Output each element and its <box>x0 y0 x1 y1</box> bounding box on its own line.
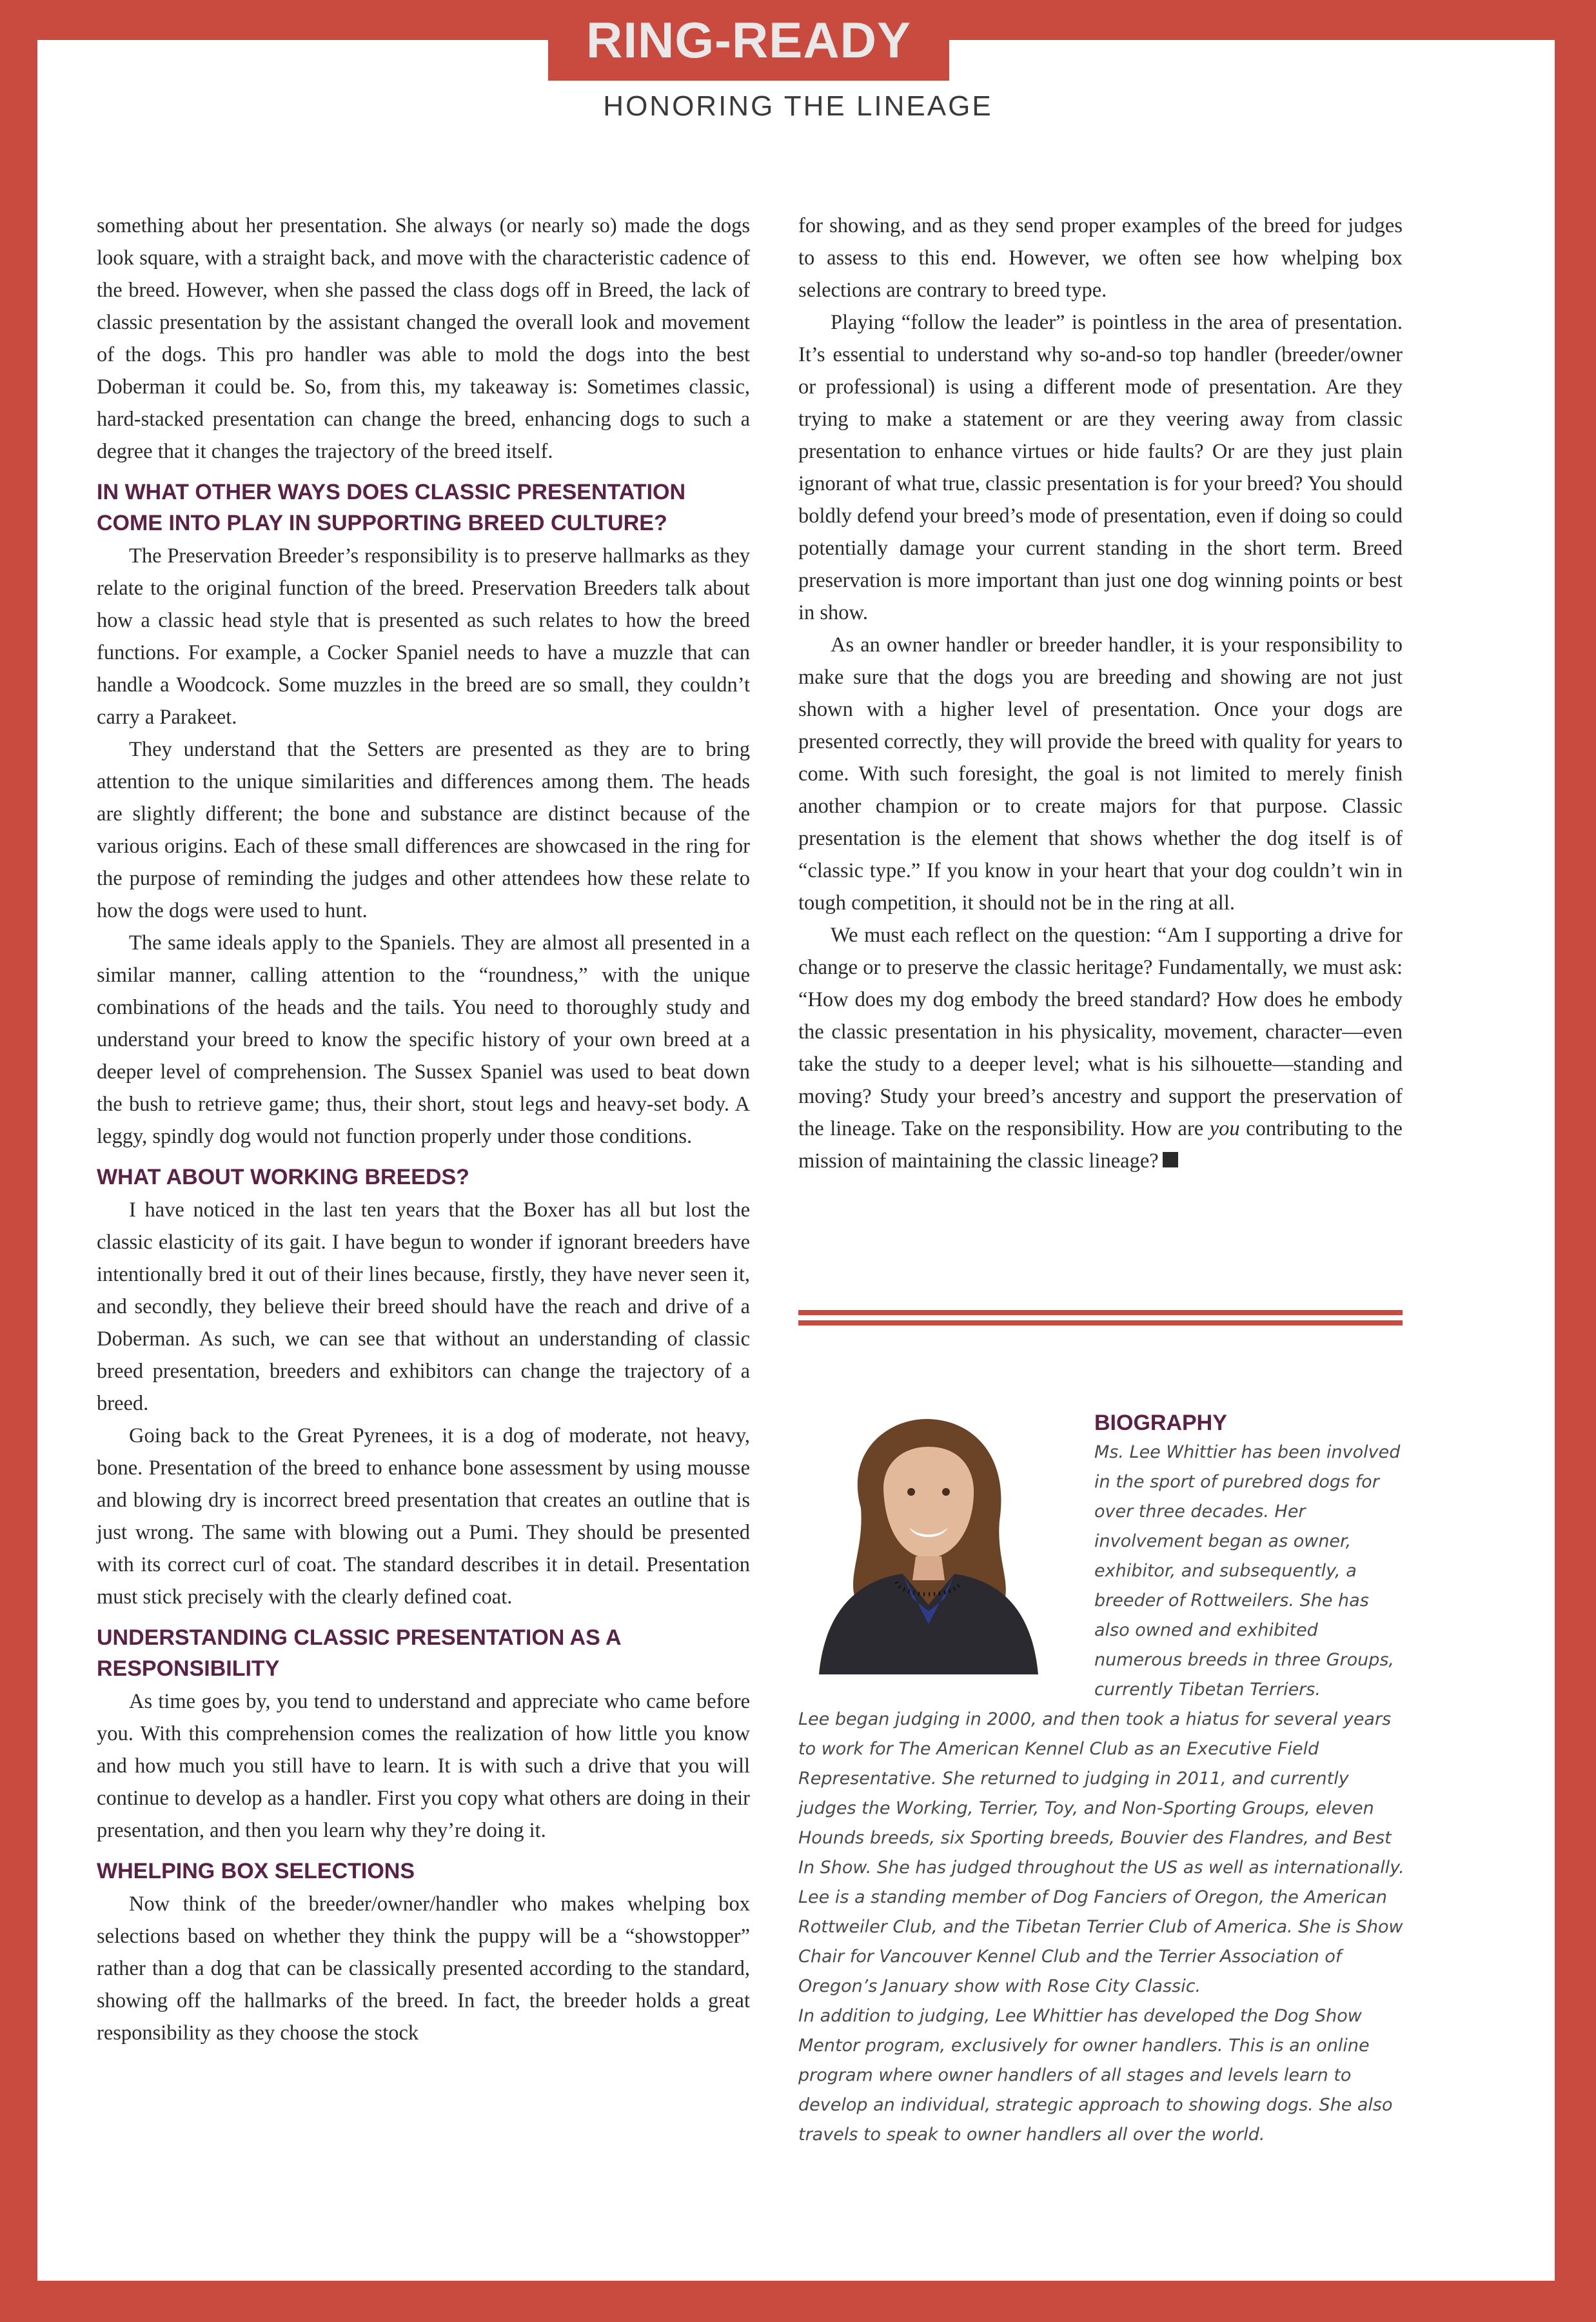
section-heading: IN WHAT OTHER WAYS DOES CLASSIC PRESENTATION COME INTO PLAY IN SUPPORTING BREED CULTURE? <box>97 480 686 535</box>
section-title: RING-READY <box>586 12 911 68</box>
divider-rule <box>798 1320 1403 1325</box>
biography-paragraph: In addition to judging, Lee Whittier has developed the Dog Show Mentor program, exclusively for owner handlers. This is an online program where owner handlers of all stages and levels learn to develop an individual, strategic approach to showing dogs. She also travels to speak to owner handlers all over the world. <box>798 2006 1393 2145</box>
divider-rule <box>798 1310 1403 1315</box>
right-column <box>798 210 1403 1177</box>
paragraph: Playing “follow the leader” is pointless in the area of presentation. It’s essential to understand why so-and-so top handler (breeder/owner or professional) is using a different mode of presentation. Are they trying to make a statement or are they veering away from classic presentation to enhance virtues or hide faults? Or are they just plain ignorant of what true, classic presentation is for your breed? You should boldly defend your breed’s mode of presentation, even if doing so could potentially damage your current standing in the short term. Breed preservation is more important than just one dog winning points or best in show. <box>798 311 1403 624</box>
paragraph: The same ideals apply to the Spaniels. They are almost all presented in a similar manner, calling attention to the “roundness,” with the unique combinations of the heads and the tails. You need to thoroughly study and understand your breed to know the specific history of your own breed at a deeper level of comprehension. The Sussex Spaniel was used to beat down the bush to retrieve game; thus, their short, stout legs and heavy-set body. A leggy, spindly dog would not function properly under those conditions. <box>97 931 750 1148</box>
biography-paragraph: Lee is a standing member of Dog Fanciers of Oregon, the American Rottweiler Club, and the Tibetan Terrier Club of America. She is Show Chair for Vancouver Kennel Club and the Terrier Association of Oregon’s January show with Rose City Classic. <box>798 1887 1403 1996</box>
biography-paragraph: Lee began judging in 2000, and then took a hiatus for several years to work for The American Kennel Club as an Executive Field Representative. She returned to judging in 2011, and currently judges the Working, Terrier, Toy, and Non-Sporting Groups, eleven Hounds breeds, six Sporting breeds, Bouvier des Flandres, and Best In Show. She has judged throughout the US as well as internationally. <box>798 1709 1404 1878</box>
biography-body <box>798 1705 1404 2150</box>
paragraph: for showing, and as they send proper examples of the breed for judges to assess to this end. However, we often see how whelping box selections are contrary to breed type. <box>798 214 1403 302</box>
biography-intro <box>1094 1438 1404 1705</box>
section-heading: WHAT ABOUT WORKING BREEDS? <box>97 1165 469 1189</box>
section-heading: UNDERSTANDING CLASSIC PRESENTATION AS A RESPONSIBILITY <box>97 1625 621 1681</box>
paragraph: As an owner handler or breeder handler, it is your responsibility to make sure that the dogs you are breeding and showing are not just shown with a higher level of presentation. Once your dogs are presented correctly, they will provide the breed with quality for years to come. With such foresight, the goal is not limited to merely finish another champion or to create majors for that purpose. Classic presentation is the element that shows whether the dog itself is of “classic type.” If you know in your heart that your dog couldn’t win in tough competition, it should not be in the ring at all. <box>798 633 1403 915</box>
author-portrait <box>806 1411 1048 1674</box>
paragraph: Now think of the breeder/owner/handler who makes whelping box selections based on whether they think the puppy will be a “showstopper” rather than a dog that can be classically presented according to the standard, showing off the hallmarks of the breed. In fact, the breeder holds a great responsibility as they choose the stock <box>97 1892 750 2045</box>
paragraph: something about her presentation. She always (or nearly so) made the dogs look square, with a straight back, and move with the characteristic cadence of the breed. However, when she passed the class dogs off in Breed, the lack of classic presentation by the assistant changed the overall look and movement of the dogs. This pro handler was able to mold the dogs into the best Doberman it could be. So, from this, my takeaway is: Sometimes classic, hard-stacked presentation can change the breed, enhancing dogs to such a degree that it changes the trajectory of the breed itself. <box>97 214 750 463</box>
closing-paragraph <box>798 919 1403 1177</box>
paragraph-text: contributing to the mission of maintaining the classic lineage? <box>798 1117 1403 1173</box>
paragraph: Going back to the Great Pyrenees, it is a dog of moderate, not heavy, bone. Presentation of the breed to enhance bone assessment by using mousse and blowing dry is incorrect breed presentation that creates an outline that is just wrong. The same with blowing out a Pumi. They should be presented with its correct curl of coat. The standard describes it in detail. Presentation must stick precisely with the clearly defined coat. <box>97 1424 750 1609</box>
paragraph: The Preservation Breeder’s responsibility is to preserve hallmarks as they relate to the original function of the breed. Preservation Breeders talk about how a classic head style that is presented as such relates to how the breed functions. For example, a Cocker Spaniel needs to have a muzzle that can handle a Woodcock. Some muzzles in the breed are so small, they couldn’t carry a Parakeet. <box>97 544 750 729</box>
header-tab <box>548 0 949 81</box>
paragraph-text: We must each reflect on the question: “Am I supporting a drive for change or to preserve the classic heritage? Fundamentally, we must ask: “How does my dog embody the breed standard? How does he embody the classic presentation in his physicality, movement, character—even take the study to a deeper level; what is his silhouette—standing and moving? Study your breed’s ancestry and support the preservation of the lineage. Take on the responsibility. How are <box>798 924 1403 1140</box>
paragraph: As time goes by, you tend to understand and appreciate who came before you. With this comprehension comes the realization of how little you know and how much you still have to learn. It is with such a drive that you will continue to develop as a handler. First you copy what others are doing in their presentation, and then you learn why they’re doing it. <box>97 1690 750 1842</box>
biography-paragraph: Ms. Lee Whittier has been involved in the sport of purebred dogs for over three decades. Her involvement began as owner, exhibitor, and subsequently, a breeder of Rottweilers. She has also owned and exhibited numerous breeds in three Groups, currently Tibetan Terriers. <box>1094 1442 1401 1700</box>
emphasis-text: you <box>1209 1117 1240 1140</box>
paragraph: They understand that the Setters are presented as they are to bring attention to the unique similarities and differences among them. The heads are slightly different; the bone and substance are distinct because of the various origins. Each of these small differences are showcased in the ring for the purpose of reminding the judges and other attendees how these relate to how the dogs were used to hunt. <box>97 738 750 922</box>
section-subtitle: HONORING THE LINEAGE <box>603 90 993 122</box>
section-heading: WHELPING BOX SELECTIONS <box>97 1859 415 1883</box>
left-column <box>97 210 750 2049</box>
biography-heading: BIOGRAPHY <box>1094 1411 1227 1435</box>
paragraph: I have noticed in the last ten years that the Boxer has all but lost the classic elasticity of its gait. I have begun to wonder if ignorant breeders have intentionally bred it out of their lines because, firstly, they have never seen it, and secondly, they believe their breed should have the reach and drive of a Doberman. As such, we can see that without an understanding of classic breed presentation, breeders and exhibitors can change the trajectory of a breed. <box>97 1198 750 1415</box>
end-mark-icon <box>1163 1152 1178 1167</box>
